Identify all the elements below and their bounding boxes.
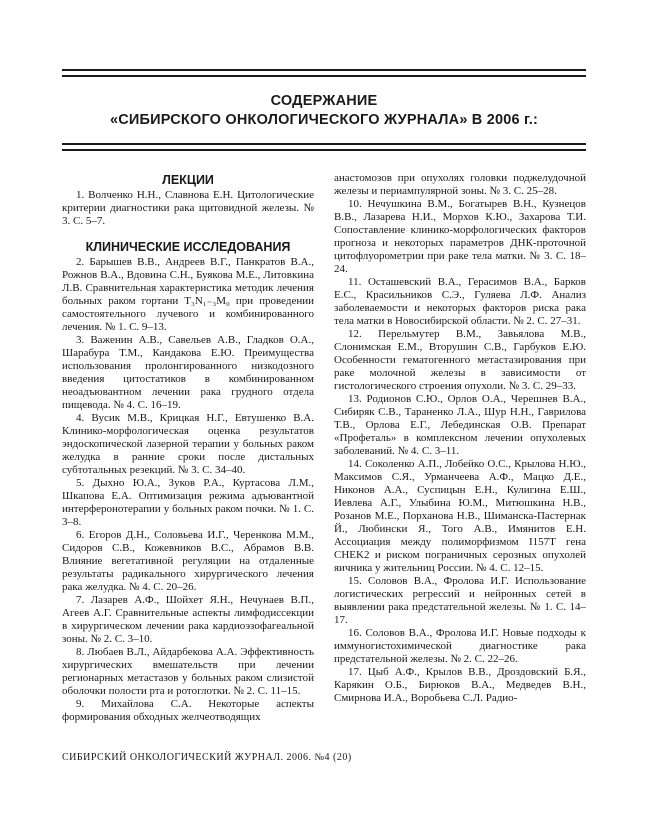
section-heading: КЛИНИЧЕСКИЕ ИССЛЕДОВАНИЯ xyxy=(85,240,291,254)
toc-entry: 11. Осташевский В.А., Герасимов В.А., Барков Е.С., Красильников С.Э., Гуляева Л.Ф. Анализ заболеваемости и некоторых факторов риска рака тела матки в Новосибирской области. № 2. С. 27–31. xyxy=(334,276,586,327)
toc-entry: 15. Соловов В.А., Фролова И.Г. Использование логистических регрессий и нейронных сетей в выявлении рака предстательной железы. № 1. С. 14–17. xyxy=(334,575,586,626)
contents-columns xyxy=(62,172,586,738)
page-title-line1: СОДЕРЖАНИЕ xyxy=(270,93,378,109)
page-title xyxy=(62,77,586,143)
toc-entry: 2. Барышев В.В., Андреев В.Г., Панкратов В.А., Рожнов В.А., Вдовина С.Н., Буякова М.Е., Литовкина Л.В. Сравнительная характеристика методик лечения больных раком гортани T₃N₁₋₃M₀ при проведении самостоятельного лучевого и комбинированного лечения. № 1. С. 9–13. xyxy=(62,256,314,333)
page-title-line2: «СИБИРСКОГО ОНКОЛОГИЧЕСКОГО ЖУРНАЛА» В 2006 г.: xyxy=(109,112,539,128)
left-column xyxy=(62,172,314,738)
toc-entry: 3. Важенин А.В., Савельев А.В., Гладков О.А., Шарабура Т.М., Кандакова Е.Ю. Преимущества использования пролонгированного низкодозного введения цитостатиков в комбинированном неоадъювантном лечении рака грудного отдела пищевода. № 4. С. 16–19. xyxy=(62,334,314,411)
toc-entry: анастомозов при опухолях головки поджелудочной железы и периампулярной зоны. № 3. С. 25–28. xyxy=(334,172,586,197)
toc-entry: 14. Соколенко А.П., Лобейко О.С., Крылова Н.Ю., Максимов С.Я., Урманчеева А.Ф., Мацко Д.Е., Никонов А.А., Суспицын Е.Н., Кулигина Е.Ш., Иевлева А.Г., Улыбина Ю.М., Митюшкина Н.В., Розанов М.Е., Порханова Н.В., Шиманска-Пастернак Й., Любински Я., Того А.В., Имянитов Е.Н. Ассоциация между полиморфизмом I157T гена CHEK2 и риском пограничных серозных опухолей яичника у жительниц России. № 4. С. 12–15. xyxy=(334,458,586,574)
toc-entry: 13. Родионов С.Ю., Орлов О.А., Черешнев В.А., Сибиряк С.В., Тараненко Л.А., Шур Н.Н., Гаврилова Т.В., Орлова Е.Г., Лебединская О.В. Препарат «Профеталь» в комплексном лечении опухолевых заболеваний. № 4. С. 3–11. xyxy=(334,393,586,457)
toc-entry: 10. Нечушкина В.М., Богатырев В.Н., Кузнецов В.В., Лазарева Н.И., Морхов К.Ю., Захарова Т.И. Сопоставление клинико-морфологических факторов прогноза и некоторых параметров ДНК-проточной цитофлуорометрии при раке тела матки. № 3. С. 18–24. xyxy=(334,198,586,275)
toc-entry: 12. Перельмутер В.М., Завьялова М.В., Слонимская Е.М., Вторушин С.В., Гарбуков Е.Ю. Особенности гематогенного метастазирования при раке молочной железы в зависимости от гистологического строения опухоли. № 3. С. 29–33. xyxy=(334,328,586,392)
toc-entry: 4. Вусик М.В., Крицкая Н.Г., Евтушенко В.А. Клинико-морфологическая оценка результатов эндоскопической лазерной терапии у больных раком желудка в ранние сроки после дистальных субтотальных резекций. № 3. С. 34–40. xyxy=(62,412,314,476)
right-column xyxy=(334,172,586,738)
journal-footer: СИБИРСКИЙ ОНКОЛОГИЧЕСКИЙ ЖУРНАЛ. 2006. №4 (20) xyxy=(62,752,352,763)
toc-entry: 9. Михайлова С.А. Некоторые аспекты формирования обходных желчеотводящих xyxy=(62,698,314,723)
toc-entry: 7. Лазарев А.Ф., Шойхет Я.Н., Нечунаев В.П., Агеев А.Г. Сравнительные аспекты лимфодиссекции в хирургическом лечении рака кардиоэзофагеальной зоны. № 2. С. 3–10. xyxy=(62,594,314,645)
section-heading: ЛЕКЦИИ xyxy=(162,173,214,187)
toc-entry: 5. Дыхно Ю.А., Зуков Р.А., Куртасова Л.М., Шкапова Е.А. Оптимизация режима адъювантной интерферонотерапии у больных раком почки. № 1. С. 3–8. xyxy=(62,477,314,528)
double-rule-top xyxy=(62,69,586,77)
toc-entry: 16. Соловов В.А., Фролова И.Г. Новые подходы к иммуногистохимической диагностике рака предстательной железы. № 2. С. 22–26. xyxy=(334,627,586,665)
toc-entry: 17. Цыб А.Ф., Крылов В.В., Дроздовский Б.Я., Карякин О.Б., Бирюков В.А., Медведев В.Н., Смирнова И.А., Воробьева С.Л. Радио- xyxy=(334,666,586,704)
toc-entry: 6. Егоров Д.Н., Соловьева И.Г., Черенкова М.М., Сидоров С.В., Кожевников В.С., Абрамов В.В. Влияние вегетативной регуляции на отдаленные результаты радикального хирургического лечения рака желудка. № 4. С. 20–26. xyxy=(62,529,314,593)
double-rule-bottom xyxy=(62,143,586,151)
toc-entry: 8. Любаев В.Л., Айдарбекова А.А. Эффективность хирургических вмешательств при лечении регионарных метастазов у больных раком слизистой оболочки полости рта и ротоглотки. № 2. С. 11–15. xyxy=(62,646,314,697)
toc-entry: 1. Волченко Н.Н., Славнова Е.Н. Цитологические критерии диагностики рака щитовидной железы. № 3. С. 5–7. xyxy=(62,189,314,227)
